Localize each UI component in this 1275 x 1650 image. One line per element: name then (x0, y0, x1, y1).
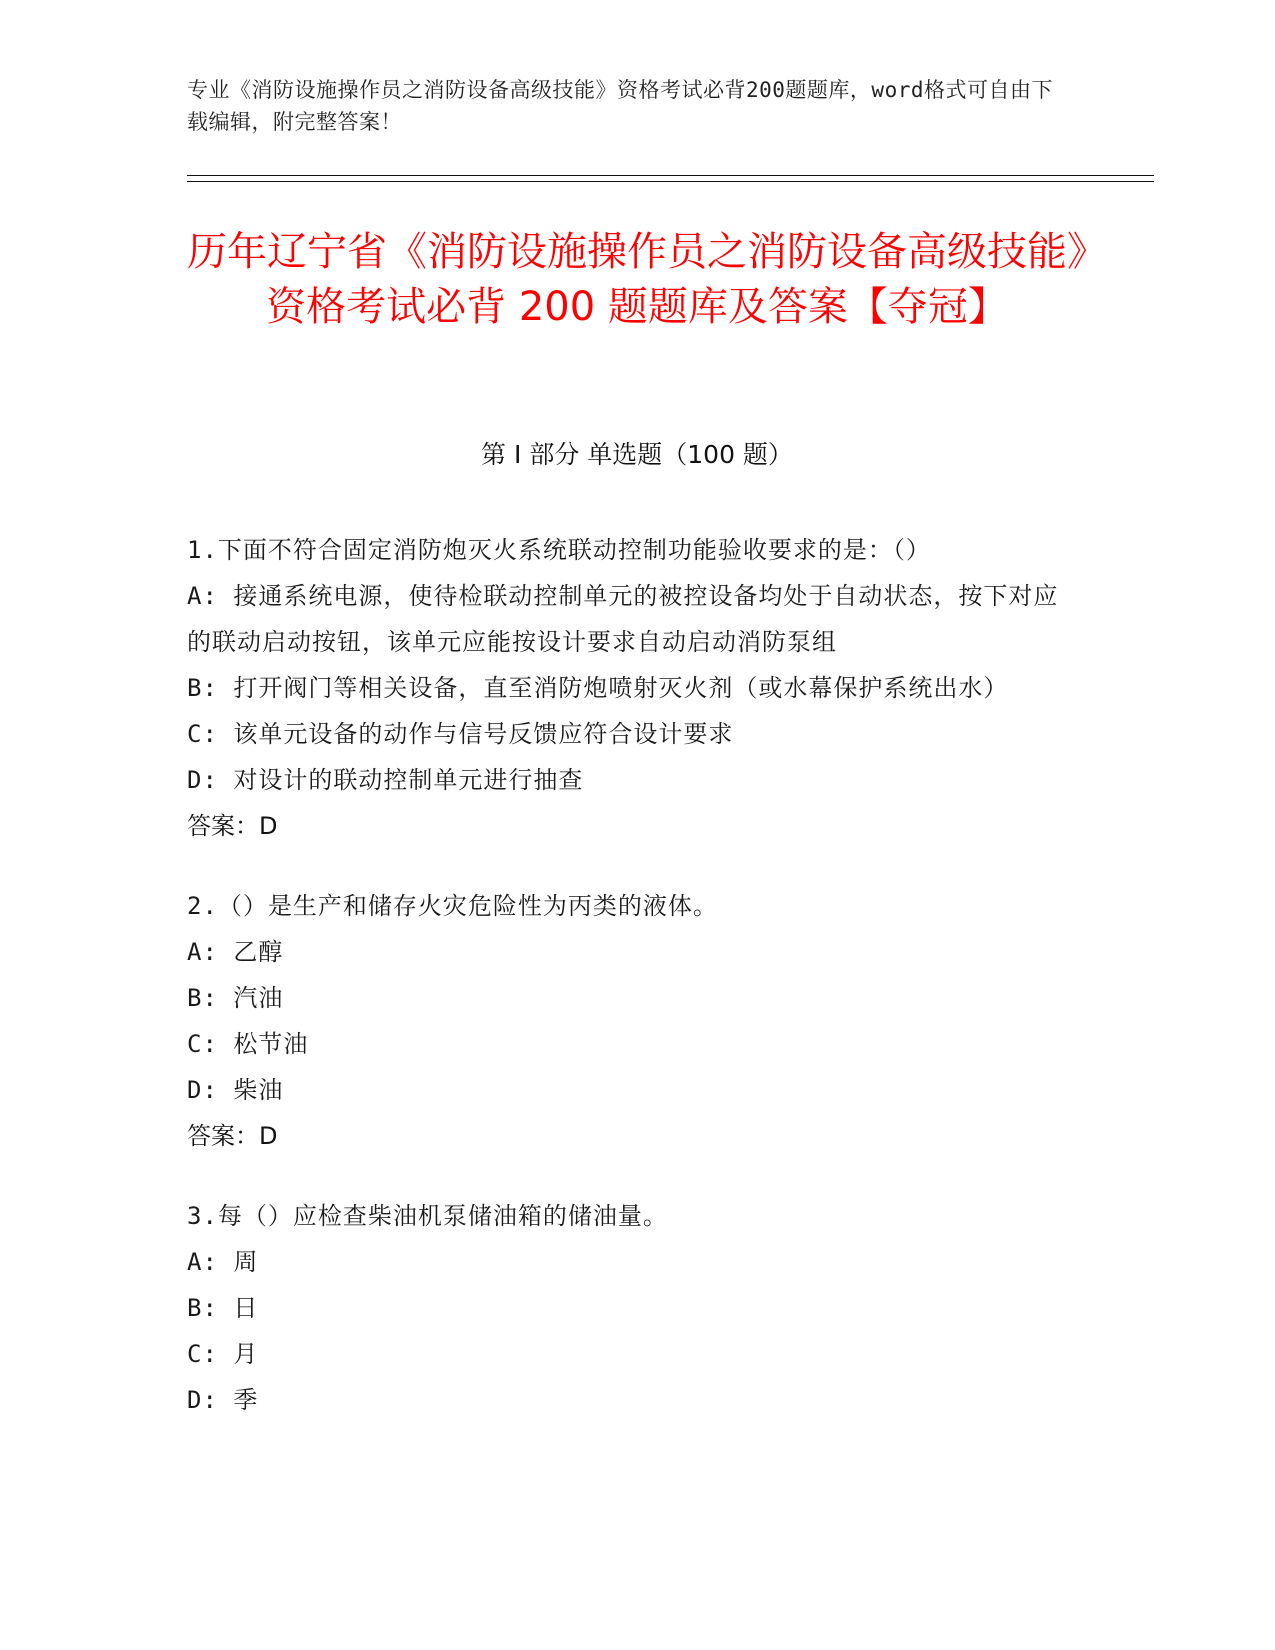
section-heading: 第 I 部分 单选题（100 题） (481, 440, 793, 469)
option-d: D: 季 (187, 1386, 259, 1414)
header-rule-thin (187, 181, 1154, 182)
document-title: 历年辽宁省《消防设施操作员之消防设备高级技能》资格考试必背 200 题题库及答案【夺冠】 (187, 229, 1087, 330)
question-stem: 2.（）是生产和储存火灾危险性为丙类的液体。 (187, 892, 718, 920)
option-a: A: 接通系统电源，使待检联动控制单元的被控设备均处于自动状态，按下对应的联动启动按钮，该单元应能按设计要求自动启动消防泵组 (187, 582, 1059, 656)
option-d: D: 柴油 (187, 1076, 284, 1104)
option-c: C: 松节油 (187, 1030, 309, 1058)
option-d: D: 对设计的联动控制单元进行抽查 (187, 766, 584, 794)
header-note: 专业《消防设施操作员之消防设备高级技能》资格考试必背200题题库，word格式可自由下载编辑，附完整答案！ (187, 78, 1053, 134)
option-c: C: 月 (187, 1340, 259, 1368)
question-3 (187, 1193, 1067, 1423)
option-b: B: 日 (187, 1294, 259, 1322)
option-c: C: 该单元设备的动作与信号反馈应符合设计要求 (187, 720, 734, 748)
option-a: A: 周 (187, 1248, 259, 1276)
answer: 答案：D (187, 1122, 278, 1150)
option-b: B: 打开阀门等相关设备，直至消防炮喷射灭火剂（或水幕保护系统出水） (187, 674, 1009, 702)
question-list (187, 527, 1067, 1457)
header-rule-thick (187, 175, 1154, 176)
option-b: B: 汽油 (187, 984, 284, 1012)
option-a: A: 乙醇 (187, 938, 284, 966)
question-1 (187, 527, 1067, 849)
question-stem: 3.每（）应检查柴油机泵储油箱的储油量。 (187, 1202, 668, 1230)
question-stem: 1.下面不符合固定消防炮灭火系统联动控制功能验收要求的是：（） (187, 536, 931, 564)
question-2 (187, 883, 1067, 1159)
answer: 答案：D (187, 812, 278, 840)
